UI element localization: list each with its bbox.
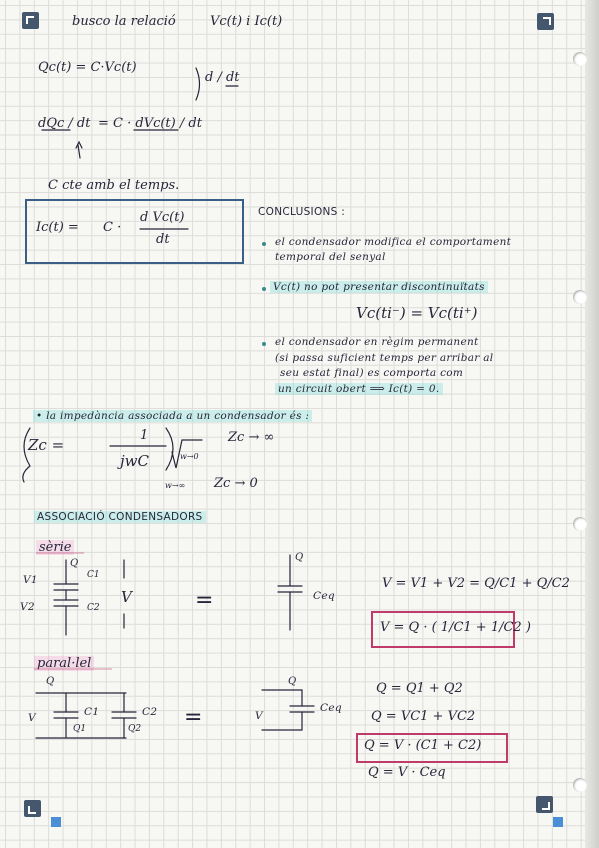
series-charge: Q	[70, 558, 79, 569]
parallel-q2: Q2	[128, 724, 142, 734]
conclusion-2: Vc(t) no pot presentar discontinuïtats	[270, 281, 488, 293]
root-stroke	[172, 440, 202, 468]
header-title: busco la relació	[72, 14, 176, 29]
current-capacitance: C ·	[103, 220, 122, 235]
parallel-equivalent: Q = V · Ceq	[368, 765, 446, 780]
limit-w0: w→0	[180, 452, 199, 461]
zc-infinity: Zc → ∞	[228, 430, 275, 445]
series-c1: C1	[87, 570, 100, 580]
bracket-stroke	[196, 68, 200, 100]
constant-note: C cte amb el temps.	[48, 178, 180, 193]
parallel-result: Q = V · (C1 + C2)	[364, 738, 482, 753]
derivative-rhs: = C · dVc(t) / dt	[98, 116, 202, 131]
parallel-charge-voltages: Q = VC1 + VC2	[371, 709, 476, 724]
impedance-denominator: jwC	[120, 452, 149, 470]
impedance-lhs: Zc =	[28, 436, 65, 454]
header-vars: Vc(t) i Ic(t)	[210, 14, 283, 29]
derivative-lhs: dQc / dt	[38, 116, 91, 131]
series-v: V	[121, 588, 132, 606]
impedance-brace	[166, 428, 173, 470]
parallel-c2: C2	[142, 706, 158, 718]
limit-winf: w→∞	[165, 481, 186, 490]
conclusion-3-line2: (si passa suficient temps per arribar al	[275, 352, 494, 364]
current-numerator: d Vc(t)	[140, 210, 185, 225]
series-label: sèrie	[36, 540, 74, 555]
series-c2: C2	[87, 603, 100, 613]
parallel-charge: Q	[46, 676, 55, 687]
current-denominator: dt	[156, 232, 170, 247]
conclusion-1-line2: temporal del senyal	[275, 251, 386, 263]
parallel-ceq: Ceq	[320, 702, 342, 714]
parallel-charge-sum: Q = Q1 + Q2	[376, 681, 463, 696]
parallel-c1: C1	[84, 706, 100, 718]
series-v2: V2	[20, 601, 35, 613]
parallel-label: paral·lel	[34, 656, 94, 671]
arrow-stroke	[78, 145, 80, 158]
series-ceq: Ceq	[313, 590, 335, 602]
impedance-numerator: 1	[140, 428, 149, 443]
parallel-q-eq: Q	[288, 676, 297, 687]
series-equivalence: =	[195, 588, 214, 613]
impedance-bracket	[23, 428, 30, 482]
association-title: ASSOCIACIÓ CONDENSADORS	[34, 511, 206, 523]
impedance-intro: • la impedància associada a un condensador és :	[33, 410, 312, 422]
conclusions-title: CONCLUSIONS :	[258, 206, 346, 218]
conclusion-1-line1: el condensador modifica el comportament	[275, 236, 512, 248]
parallel-q1: Q1	[73, 724, 87, 734]
parallel-v-eq: V	[255, 710, 263, 722]
current-lhs: Ic(t) =	[36, 220, 79, 235]
arrow-head	[76, 142, 82, 148]
derivative-operator: d / dt	[205, 70, 240, 85]
conclusion-3-line4: un circuit obert ⟹ Ic(t) = 0.	[275, 383, 443, 395]
continuity-equation: Vc(ti⁻) = Vc(ti⁺)	[356, 304, 478, 322]
parallel-equivalence: =	[184, 705, 203, 730]
parallel-v: V	[28, 712, 36, 724]
series-q-eq: Q	[295, 552, 304, 563]
conclusion-3-line1: el condensador en règim permanent	[275, 336, 479, 348]
series-v1: V1	[23, 574, 38, 586]
series-result: V = Q · ( 1/C1 + 1/C2 )	[380, 620, 531, 635]
charge-equation: Qc(t) = C·Vc(t)	[38, 60, 137, 75]
zc-zero: Zc → 0	[214, 476, 258, 491]
conclusion-3-line3: seu estat final) es comporta com	[280, 367, 464, 379]
series-voltage-sum: V = V1 + V2 = Q/C1 + Q/C2	[382, 576, 570, 591]
